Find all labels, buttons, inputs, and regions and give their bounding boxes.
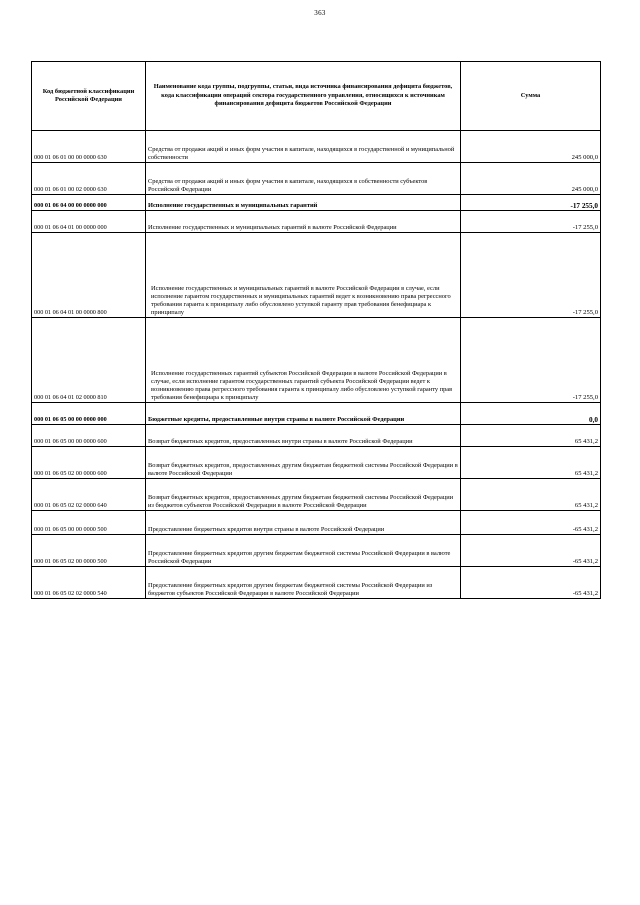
row-amount: 245 000,0 <box>461 163 601 195</box>
row-amount: -65 431,2 <box>461 567 601 599</box>
row-name: Исполнение государственных и муниципальных гарантий в валюте Российской Федерации <box>146 211 461 233</box>
table-row <box>32 318 601 403</box>
row-code: 000 01 06 05 00 00 0000 000 <box>32 403 146 425</box>
row-name: Возврат бюджетных кредитов, предоставленных внутри страны в валюте Российской Федерации <box>146 425 461 447</box>
row-name: Бюджетные кредиты, предоставленные внутри страны в валюте Российской Федерации <box>146 403 461 425</box>
row-code: 000 01 06 05 02 02 0000 640 <box>32 479 146 511</box>
table-row <box>32 195 601 211</box>
row-amount: -17 255,0 <box>461 195 601 211</box>
table-header-row <box>32 62 601 131</box>
table-row <box>32 425 601 447</box>
row-amount: 65 431,2 <box>461 479 601 511</box>
row-code: 000 01 06 04 01 00 0000 000 <box>32 211 146 233</box>
table-row <box>32 233 601 318</box>
table-row <box>32 447 601 479</box>
row-name: Предоставление бюджетных кредитов другим бюджетам бюджетной системы Российской Федерации из бюджетов субъектов Российской Федерации в валюте Российской Федерации <box>146 567 461 599</box>
row-code: 000 01 06 05 02 00 0000 500 <box>32 535 146 567</box>
row-amount: 65 431,2 <box>461 447 601 479</box>
row-amount: -65 431,2 <box>461 535 601 567</box>
row-amount: 245 000,0 <box>461 131 601 163</box>
row-amount: 0,0 <box>461 403 601 425</box>
table-row <box>32 511 601 535</box>
row-code: 000 01 06 05 02 02 0000 540 <box>32 567 146 599</box>
row-amount: -65 431,2 <box>461 511 601 535</box>
row-code: 000 01 06 05 00 00 0000 600 <box>32 425 146 447</box>
row-name: Исполнение государственных и муниципальных гарантий <box>146 195 461 211</box>
row-code: 000 01 06 01 00 02 0000 630 <box>32 163 146 195</box>
row-code: 000 01 06 04 01 02 0000 810 <box>32 318 146 403</box>
table-row <box>32 131 601 163</box>
row-name: Средства от продажи акций и иных форм участия в капитале, находящихся в государственной и муниципальной собственности <box>146 131 461 163</box>
row-name: Возврат бюджетных кредитов, предоставленных другим бюджетам бюджетной системы Российской Федерации из бюджетов субъектов Российской Федерации в валюте Российской Федерации <box>146 479 461 511</box>
row-code: 000 01 06 05 02 00 0000 600 <box>32 447 146 479</box>
header-code: Код бюджетной классификации Российской Федерации <box>32 62 146 131</box>
row-amount: -17 255,0 <box>461 211 601 233</box>
row-name: Средства от продажи акций и иных форм участия в капитале, находящихся в собственности субъектов Российской Федерации <box>146 163 461 195</box>
row-amount: -17 255,0 <box>461 318 601 403</box>
row-name: Предоставление бюджетных кредитов внутри страны в валюте Российской Федерации <box>146 511 461 535</box>
table-row <box>32 163 601 195</box>
row-amount: 65 431,2 <box>461 425 601 447</box>
row-name: Предоставление бюджетных кредитов другим бюджетам бюджетной системы Российской Федерации в валюте Российской Федерации <box>146 535 461 567</box>
row-amount: -17 255,0 <box>461 233 601 318</box>
row-name: Исполнение государственных и муниципальных гарантий в валюте Российской Федерации в случае, если исполнение гарантом государственных и муниципальных гарантий ведет к возникновению права регрессного требования гаранта к принципалу либо обусловлено уступкой гаранту прав требования бенефициара к принципалу <box>146 233 461 318</box>
page-number: 363 <box>314 9 326 17</box>
row-name: Возврат бюджетных кредитов, предоставленных другим бюджетам бюджетной системы Российской Федерации в валюте Российской Федерации <box>146 447 461 479</box>
row-code: 000 01 06 04 00 00 0000 000 <box>32 195 146 211</box>
row-name: Исполнение государственных гарантий субъектов Российской Федерации в валюте Российской Федерации в случае, если исполнение гарантом государственных гарантий субъекта Российской Федерации ведет к возникновению права регрессного требования гаранта к принципалу либо обусловлено уступкой гаранту прав требования бенефициара к принципалу <box>146 318 461 403</box>
row-code: 000 01 06 01 00 00 0000 630 <box>32 131 146 163</box>
header-name: Наименование кода группы, подгруппы, статьи, вида источника финансирования дефицита бюджетов, кода классификации операций сектора государственного управления, относящихся к источникам финансирования дефицита бюджетов Российской Федерации <box>146 62 461 131</box>
table-row <box>32 567 601 599</box>
row-code: 000 01 06 05 00 00 0000 500 <box>32 511 146 535</box>
header-amount: Сумма <box>461 62 601 131</box>
table-row <box>32 211 601 233</box>
table-row <box>32 479 601 511</box>
table-row <box>32 535 601 567</box>
row-code: 000 01 06 04 01 00 0000 800 <box>32 233 146 318</box>
budget-sources-table <box>31 61 601 599</box>
table-row <box>32 403 601 425</box>
